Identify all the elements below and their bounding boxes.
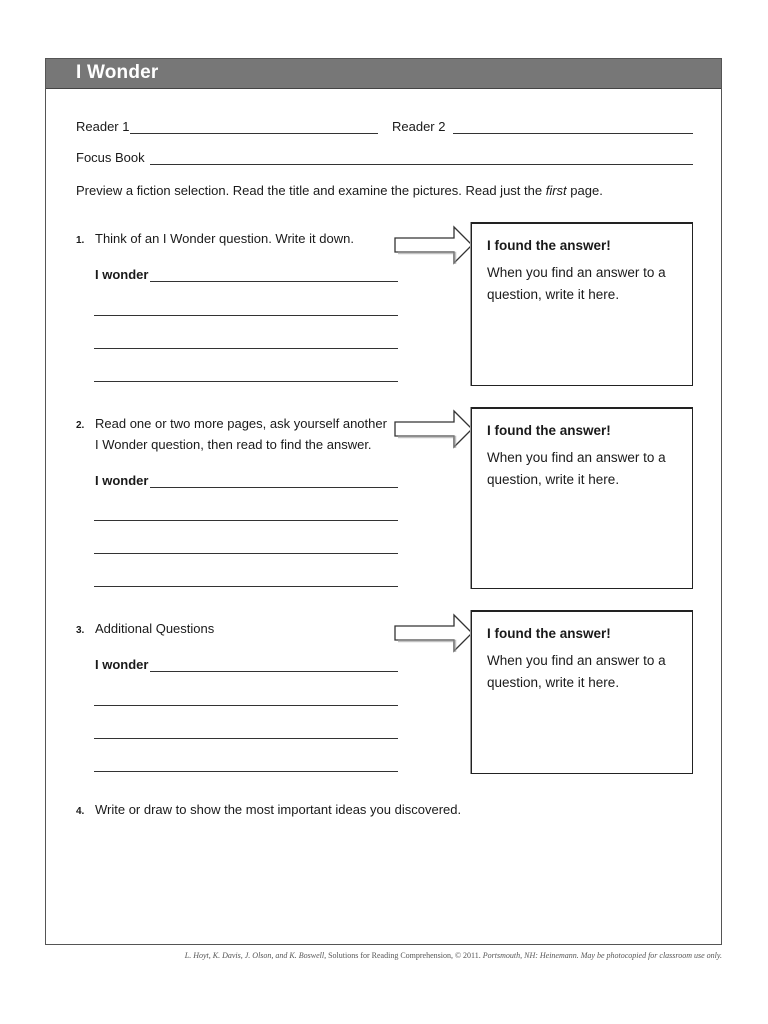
reader2-label: Reader 2 — [392, 119, 446, 134]
answer-box-instructions: When you find an answer to a question, write it here. — [487, 265, 666, 302]
question-1-writing-line[interactable] — [94, 381, 398, 382]
right-arrow-icon — [392, 408, 474, 450]
page-title: I Wonder — [76, 62, 159, 83]
question-4-number: 4. — [76, 806, 85, 817]
question-1-text: Think of an I Wonder question. Write it down. — [95, 231, 354, 246]
footer-authors: L. Hoyt, K. Davis, J. Olson, and K. Boswell, — [184, 951, 327, 960]
footer-book-title: Solutions for Reading Comprehension, © 2011. — [328, 951, 481, 960]
reader1-label: Reader 1 — [76, 119, 130, 134]
question-2-writing-line[interactable] — [94, 520, 398, 521]
focus-book-label: Focus Book — [76, 150, 145, 165]
answer-box-2[interactable] — [471, 407, 693, 589]
question-4-text: Write or draw to show the most important ideas you discovered. — [95, 802, 462, 817]
instructions-emphasis: first — [545, 183, 567, 198]
answer-box-title: I found the answer! — [487, 238, 611, 253]
question-3-text: Additional Questions — [95, 621, 215, 636]
question-3-wonder-label: I wonder — [95, 657, 149, 672]
title-bar — [46, 59, 721, 89]
question-1-writing-line[interactable] — [94, 348, 398, 349]
question-2-writing-line[interactable] — [94, 553, 398, 554]
answer-box-title: I found the answer! — [487, 626, 611, 641]
instructions-text-end: page. — [566, 183, 603, 198]
question-2-number: 2. — [76, 420, 85, 431]
answer-box-1[interactable] — [471, 222, 693, 386]
question-1-wonder-label: I wonder — [95, 267, 149, 282]
question-2-text-line-2: I Wonder question, then read to find the answer. — [95, 437, 372, 452]
question-2-text-line-1: Read one or two more pages, ask yourself another — [95, 416, 387, 431]
instructions — [76, 183, 603, 198]
question-1-number: 1. — [76, 235, 85, 246]
copyright-footer — [0, 951, 722, 960]
drawing-area[interactable] — [76, 825, 693, 935]
answer-box-title: I found the answer! — [487, 423, 611, 438]
question-3-wonder-line[interactable] — [150, 671, 398, 672]
answer-box-3[interactable] — [471, 610, 693, 774]
question-3-writing-line[interactable] — [94, 705, 398, 706]
right-arrow-icon — [392, 612, 474, 654]
question-3-writing-line[interactable] — [94, 738, 398, 739]
right-arrow-icon — [392, 224, 474, 266]
reader2-field[interactable] — [453, 133, 693, 134]
question-2-writing-line[interactable] — [94, 586, 398, 587]
answer-box-instructions: When you find an answer to a question, write it here. — [487, 450, 666, 487]
reader1-field[interactable] — [130, 133, 378, 134]
question-2-wonder-label: I wonder — [95, 473, 149, 488]
instructions-text: Preview a fiction selection. Read the title and examine the pictures. Read just the — [76, 183, 546, 198]
focus-book-field[interactable] — [150, 164, 693, 165]
answer-box-instructions: When you find an answer to a question, write it here. — [487, 653, 666, 690]
footer-publisher: Portsmouth, NH: Heinemann. May be photocopied for classroom use only. — [482, 951, 722, 960]
question-2-wonder-line[interactable] — [150, 487, 398, 488]
question-3-writing-line[interactable] — [94, 771, 398, 772]
question-3-number: 3. — [76, 625, 85, 636]
question-1-writing-line[interactable] — [94, 315, 398, 316]
question-1-wonder-line[interactable] — [150, 281, 398, 282]
